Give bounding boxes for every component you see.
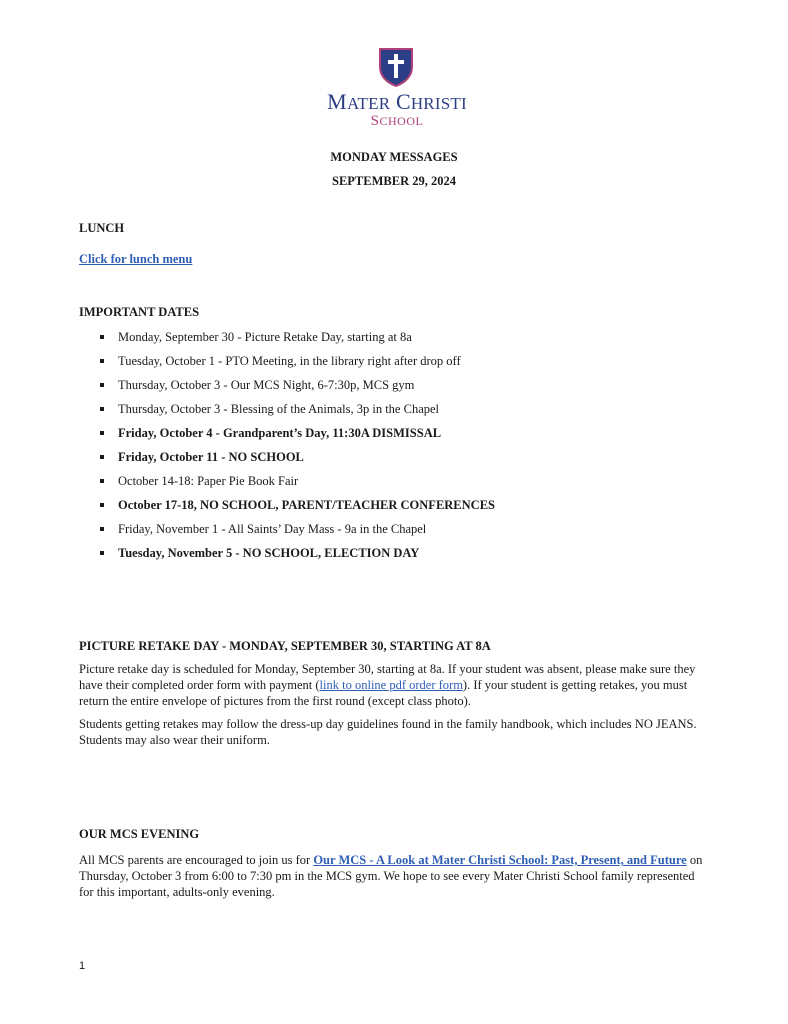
bullet-icon <box>100 551 104 555</box>
mcs-evening-paragraph: All MCS parents are encouraged to join us for Our MCS - A Look at Mater Christi School: Past, Present, and Future on Thursday, October 3 from 6:00 to 7:30 pm in the MCS gym. We hope to see every Mater Christi School family represented for this important, adults-only evening. <box>79 853 703 899</box>
lunch-heading: LUNCH <box>79 221 125 235</box>
school-logo <box>317 47 477 132</box>
bullet-icon <box>100 455 104 459</box>
list-item: October 14-18: Paper Pie Book Fair <box>79 473 495 497</box>
list-item: October 17-18, NO SCHOOL, PARENT/TEACHER CONFERENCES <box>79 497 495 521</box>
school-name: MATER CHRISTI <box>327 89 467 114</box>
list-item: Tuesday, October 1 - PTO Meeting, in the library right after drop off <box>79 353 495 377</box>
bullet-icon <box>100 335 104 339</box>
list-item: Tuesday, November 5 - NO SCHOOL, ELECTION DAY <box>79 545 495 569</box>
bullet-icon <box>100 503 104 507</box>
cross-shield-icon <box>378 47 414 87</box>
list-item: Friday, October 11 - NO SCHOOL <box>79 449 495 473</box>
list-item: Thursday, October 3 - Our MCS Night, 6-7:30p, MCS gym <box>79 377 495 401</box>
bullet-icon <box>100 359 104 363</box>
list-item: Friday, October 4 - Grandparent’s Day, 11:30A DISMISSAL <box>79 425 495 449</box>
order-form-link[interactable]: link to online pdf order form <box>319 678 463 692</box>
school-subtitle: SCHOOL <box>370 113 424 129</box>
bullet-icon <box>100 479 104 483</box>
picture-retake-paragraph: Picture retake day is scheduled for Monday, September 30, starting at 8a. If your student was absent, please make sure they have their completed order form with payment (link to online pdf order form). If your student is getting retakes, you must return the entire envelope of pictures from the first round (except class photo). <box>79 662 696 708</box>
important-dates-list <box>79 329 495 569</box>
bullet-icon <box>100 431 104 435</box>
list-item: Friday, November 1 - All Saints’ Day Mass - 9a in the Chapel <box>79 521 495 545</box>
page-number: 1 <box>79 960 86 972</box>
dress-code-paragraph: Students getting retakes may follow the dress-up day guidelines found in the family handbook, which includes NO JEANS. Students may also wear their uniform. <box>79 717 697 747</box>
page-date: SEPTEMBER 29, 2024 <box>332 174 456 188</box>
bullet-icon <box>100 407 104 411</box>
list-item: Monday, September 30 - Picture Retake Day, starting at 8a <box>79 329 495 353</box>
our-mcs-event-link[interactable]: Our MCS - A Look at Mater Christi School: Past, Present, and Future <box>313 853 687 867</box>
mcs-evening-heading: OUR MCS EVENING <box>79 827 200 841</box>
bullet-icon <box>100 527 104 531</box>
important-dates-heading: IMPORTANT DATES <box>79 305 200 319</box>
page-title: MONDAY MESSAGES <box>330 150 458 164</box>
list-item: Thursday, October 3 - Blessing of the Animals, 3p in the Chapel <box>79 401 495 425</box>
picture-retake-heading: PICTURE RETAKE DAY - MONDAY, SEPTEMBER 30, STARTING AT 8A <box>79 639 491 653</box>
lunch-menu-link[interactable]: Click for lunch menu <box>79 252 193 266</box>
bullet-icon <box>100 383 104 387</box>
